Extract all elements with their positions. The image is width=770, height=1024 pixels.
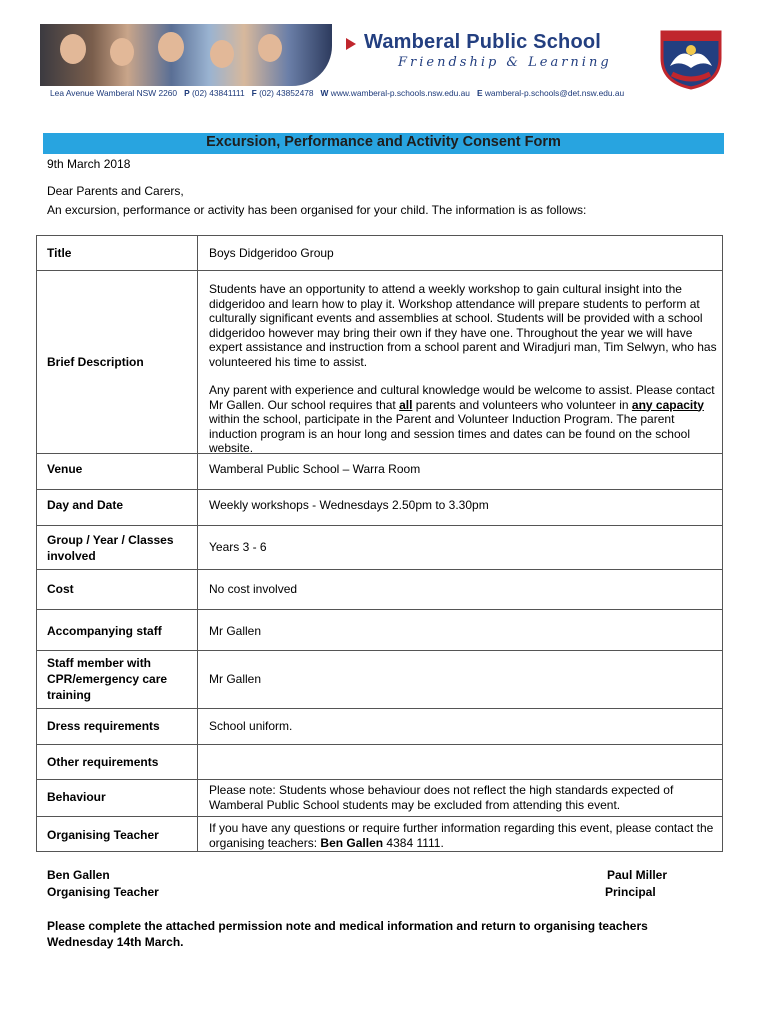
website-link[interactable]: www.wamberal-p.schools.nsw.edu.au bbox=[330, 88, 470, 98]
row-label-cost: Cost bbox=[47, 582, 74, 596]
row-value-day-date: Weekly workshops - Wednesdays 2.50pm to 3.30pm bbox=[209, 498, 489, 512]
row-label-behaviour: Behaviour bbox=[47, 790, 106, 804]
row-label-other: Other requirements bbox=[47, 755, 159, 769]
contact-line bbox=[50, 88, 624, 98]
row-label-staff: Accompanying staff bbox=[47, 624, 162, 638]
row-value-behaviour: Please note: Students whose behaviour does not reflect the high standards expected of Wamberal Public School students may be excluded from attending this event. bbox=[209, 783, 674, 812]
fax: (02) 43852478 bbox=[259, 88, 314, 98]
fax-label: F bbox=[251, 88, 257, 98]
footer-note: Please complete the attached permission note and medical information and return to organising teachers Wednesday 14th March. bbox=[47, 919, 648, 949]
letter-date: 9th March 2018 bbox=[47, 157, 131, 171]
intro-text: An excursion, performance or activity has been organised for your child. The information is as follows: bbox=[47, 203, 587, 217]
form-title: Excursion, Performance and Activity Consent Form bbox=[206, 134, 561, 150]
row-value-title: Boys Didgeridoo Group bbox=[209, 246, 334, 260]
row-label-group: Group / Year / Classes involved bbox=[47, 533, 174, 563]
principal-name: Paul Miller bbox=[607, 868, 668, 882]
row-label-title: Title bbox=[47, 246, 72, 260]
school-motto: Friendship & Learning bbox=[398, 55, 612, 70]
description-paragraph-2: Any parent with experience and cultural knowledge would be welcome to assist. Please contact Mr Gallen. Our school requires that all parents and volunteers who volunteer in any capacity within the school, participate in the Parent and Volunteer Induction Program. The parent induction program is an hour long and session times and dates can be found on the school website. bbox=[209, 383, 715, 455]
row-label-cpr: Staff member with CPR/emergency care training bbox=[47, 656, 168, 702]
row-value-cost: No cost involved bbox=[209, 582, 298, 596]
row-label-venue: Venue bbox=[47, 462, 83, 476]
phone: (02) 43841111 bbox=[192, 88, 245, 98]
teacher-name: Ben Gallen bbox=[47, 868, 110, 882]
header-photo bbox=[40, 24, 332, 86]
row-label-description: Brief Description bbox=[47, 355, 144, 369]
row-label-dress: Dress requirements bbox=[47, 719, 160, 733]
principal-role: Principal bbox=[605, 885, 656, 899]
row-value-teacher: If you have any questions or require further information regarding this event, please contact the organising teachers: Ben Gallen 4384 1111. bbox=[209, 821, 714, 850]
email-link[interactable]: wamberal-p.schools@det.nsw.edu.au bbox=[484, 88, 625, 98]
row-value-venue: Wamberal Public School – Warra Room bbox=[209, 462, 421, 476]
web-label: W bbox=[320, 88, 329, 98]
info-table bbox=[36, 235, 723, 852]
greeting: Dear Parents and Carers, bbox=[47, 184, 184, 198]
row-value-cpr: Mr Gallen bbox=[209, 672, 262, 686]
school-name: Wamberal Public School bbox=[364, 31, 602, 53]
phone-label: P bbox=[184, 88, 190, 98]
email-label: E bbox=[476, 88, 483, 98]
row-value-group: Years 3 - 6 bbox=[209, 540, 267, 554]
row-value-dress: School uniform. bbox=[209, 719, 293, 733]
address: Lea Avenue Wamberal NSW 2260 bbox=[50, 88, 178, 98]
arrow-icon bbox=[346, 38, 356, 50]
description-paragraph-1: Students have an opportunity to attend a weekly workshop to gain cultural insight into the didgeridoo and learn how to play it. Workshop attendance will prepare students to perform at culturally significant events and assemblies at school. Students will be provided with a school didgeridoo however may bring their own if they have one. Throughout the year we will have expert assistance and instruction from a school parent and Wiradjuri man, Tim Selwyn, who has volunteered his time to assist. bbox=[209, 282, 717, 369]
row-value-staff: Mr Gallen bbox=[209, 624, 262, 638]
teacher-role: Organising Teacher bbox=[47, 885, 159, 899]
school-crest-icon bbox=[656, 26, 726, 90]
row-label-day-date: Day and Date bbox=[47, 498, 124, 512]
row-label-teacher: Organising Teacher bbox=[47, 828, 159, 842]
